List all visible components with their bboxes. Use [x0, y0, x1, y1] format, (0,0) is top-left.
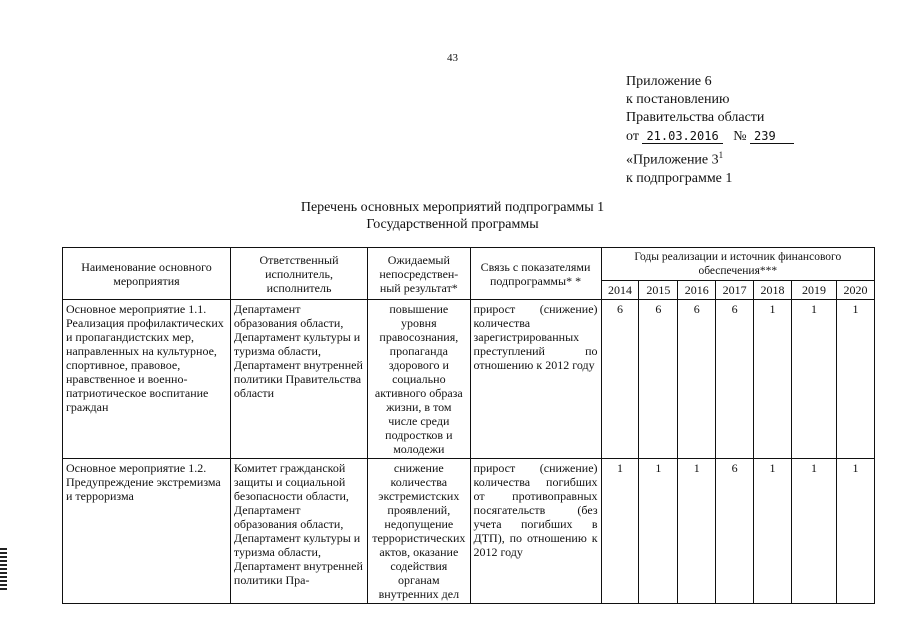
year-header: 2016	[678, 281, 716, 300]
year-value: 6	[678, 300, 716, 459]
year-value: 1	[601, 459, 639, 604]
measure-executor: Департамент образования области, Департамент культуры и туризма области, Департамент внутренней политики Правительства области	[230, 300, 367, 459]
document-title	[0, 199, 905, 233]
header-link: Связь с показателями подпрограммы* *	[470, 248, 601, 300]
year-value: 1	[754, 459, 792, 604]
year-value: 1	[791, 300, 836, 459]
year-value: 6	[601, 300, 639, 459]
header-executor: Ответственный исполнитель, исполнитель	[230, 248, 367, 300]
header-row	[63, 248, 875, 281]
year-header: 2017	[716, 281, 754, 300]
year-value: 1	[837, 459, 875, 604]
year-header: 2019	[791, 281, 836, 300]
year-value: 1	[639, 459, 678, 604]
decree-date: 21.03.2016	[642, 129, 722, 144]
scan-edge-mark	[0, 548, 7, 592]
year-header: 2020	[837, 281, 875, 300]
date-prefix: от	[626, 129, 639, 144]
year-value: 1	[754, 300, 792, 459]
year-header: 2015	[639, 281, 678, 300]
title-line-1: Перечень основных мероприятий подпрограммы 1	[300, 200, 605, 215]
appendix-date-line	[626, 127, 794, 146]
year-value: 6	[716, 459, 754, 604]
header-result: Ожидаемый непосредствен-ный результат*	[368, 248, 470, 300]
appendix-line-1: Приложение 6	[626, 74, 712, 89]
decree-number: 239	[750, 129, 794, 144]
measure-name: Основное мероприятие 1.1. Реализация профилактических и пропагандистских мер, направленных на культурное, спортивное, правовое, нравственное и военно-патриотическое воспитание граждан	[63, 300, 231, 459]
measure-result: снижение количества экстремистских проявлений, недопущение террористических актов, оказание содействия органам внутренних дел	[368, 459, 470, 604]
measure-result: повышение уровня правосознания, пропаганда здорового и социально активного образа жизни, в том числе среди подростков и молодежи	[368, 300, 470, 459]
table-row	[63, 300, 875, 459]
year-header: 2018	[754, 281, 792, 300]
appendix-block	[626, 73, 794, 188]
appendix-line-2: к постановлению	[626, 92, 730, 107]
title-line-2: Государственной программы	[366, 217, 539, 232]
appendix-line-5	[626, 146, 794, 170]
appendix-line-3: Правительства области	[626, 110, 765, 125]
year-value: 1	[837, 300, 875, 459]
year-value: 6	[716, 300, 754, 459]
year-header: 2014	[601, 281, 639, 300]
appendix-line-5-text: «Приложение 3	[626, 152, 719, 168]
year-value: 6	[639, 300, 678, 459]
table-row	[63, 459, 875, 604]
appendix-superscript: 1	[718, 150, 724, 160]
header-years-group: Годы реализации и источник финансового обеспечения***	[601, 248, 874, 281]
number-prefix: №	[733, 129, 747, 144]
measure-link: прирост (снижение) количества зарегистрированных преступлений по отношению к 2012 году	[470, 300, 601, 459]
measure-link: прирост (снижение) количества погибших от противоправных посягательств (без учета погибших в ДТП), по отношению к 2012 году	[470, 459, 601, 604]
header-name: Наименование основного мероприятия	[63, 248, 231, 300]
appendix-line-6: к подпрограмме 1	[626, 170, 733, 186]
measure-name: Основное мероприятие 1.2. Предупреждение экстремизма и терроризма	[63, 459, 231, 604]
measure-executor: Комитет гражданской защиты и социальной безопасности области, Департамент образования области, Департамент культуры и туризма области, Департамент внутренней политики Пра-	[230, 459, 367, 604]
page-number: 43	[447, 52, 458, 64]
year-value: 1	[678, 459, 716, 604]
measures-table	[62, 247, 875, 604]
year-value: 1	[791, 459, 836, 604]
